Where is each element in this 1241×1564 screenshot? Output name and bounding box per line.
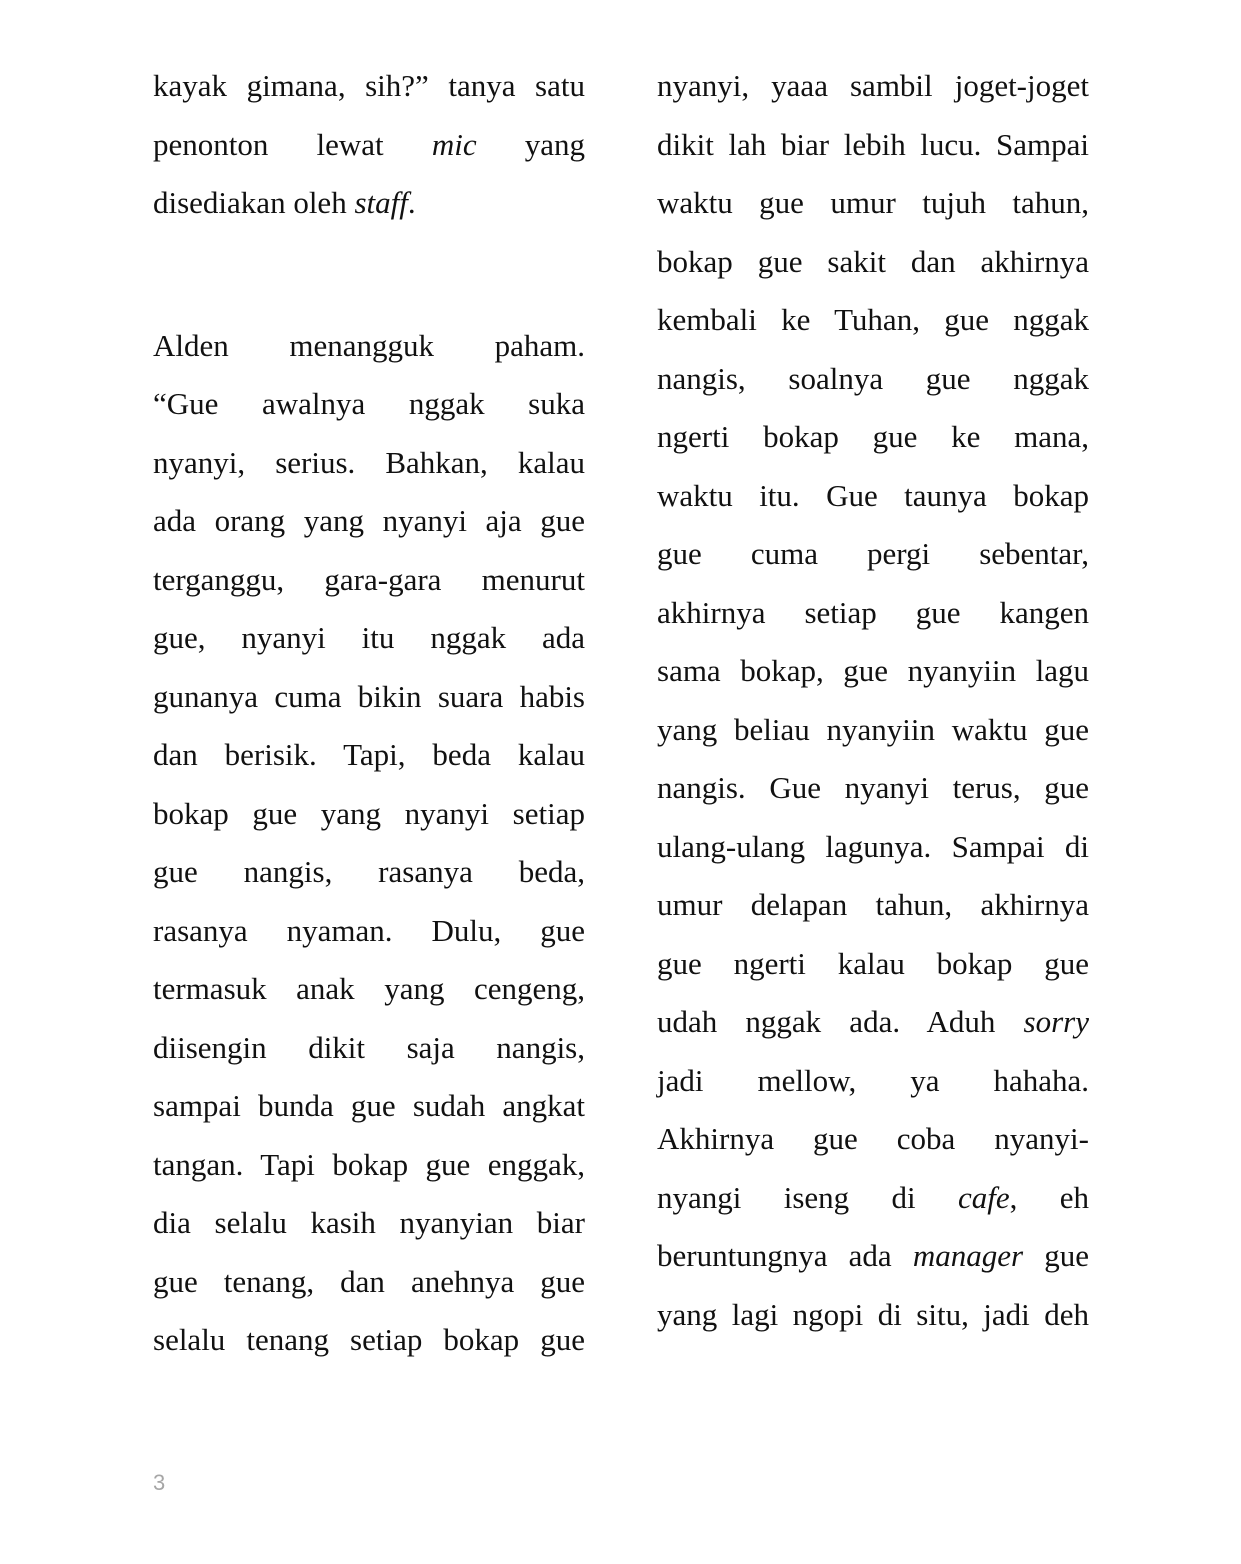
text-line: selalu tenang setiap bokap gue bbox=[153, 1322, 585, 1357]
text-line: gue nangis, rasanya beda, bbox=[153, 854, 585, 889]
text-line: bokap gue sakit dan akhirnya bbox=[657, 243, 1089, 279]
text-line: ngerti bokap gue ke mana, bbox=[657, 419, 1089, 454]
text-segment: yang bbox=[476, 126, 585, 162]
text-segment: penonton lewat bbox=[153, 126, 432, 162]
italic-word: manager bbox=[912, 1238, 1024, 1273]
italic-word: cafe bbox=[958, 1179, 1010, 1215]
left-column bbox=[153, 57, 585, 1370]
text-line bbox=[657, 1169, 1089, 1228]
text-line: gue ngerti kalau bokap gue bbox=[657, 945, 1089, 981]
text-line: “Gue awalnya nggak suka bbox=[153, 386, 585, 421]
text-line: dia selalu kasih nyanyian biar bbox=[153, 1205, 585, 1240]
text-line: gue cuma pergi sebentar, bbox=[657, 536, 1089, 571]
text-line: sampai bunda gue sudah angkat bbox=[153, 1088, 585, 1123]
text-line: waktu gue umur tujuh tahun, bbox=[657, 185, 1089, 220]
text-line: umur delapan tahun, akhirnya bbox=[657, 887, 1089, 922]
text-line: kayak gimana, sih?” tanya satu bbox=[153, 68, 585, 103]
text-line: kembali ke Tuhan, gue nggak bbox=[657, 302, 1089, 337]
text-line: dikit lah biar lebih lucu. Sampai bbox=[657, 126, 1089, 162]
text-line: waktu itu. Gue taunya bokap bbox=[657, 477, 1089, 513]
text-line bbox=[153, 174, 585, 233]
text-line: yang lagi ngopi di situ, jadi deh bbox=[657, 1296, 1089, 1332]
paragraph-gap bbox=[153, 233, 585, 317]
italic-word: staff bbox=[354, 185, 408, 220]
text-line: yang beliau nyanyiin waktu gue bbox=[657, 711, 1089, 747]
text-line: akhirnya setiap gue kangen bbox=[657, 594, 1089, 630]
text-segment: , eh bbox=[1009, 1179, 1090, 1215]
text-line: termasuk anak yang cengeng, bbox=[153, 971, 585, 1006]
right-column bbox=[657, 57, 1089, 1344]
text-segment: . bbox=[407, 185, 416, 220]
text-line: Alden menangguk paham. bbox=[153, 327, 585, 363]
text-segment: disediakan oleh bbox=[153, 185, 355, 220]
text-line: bokap gue yang nyanyi setiap bbox=[153, 795, 585, 831]
text-line: terganggu, gara-gara menurut bbox=[153, 561, 585, 597]
text-line: ulang-ulang lagunya. Sampai di bbox=[657, 828, 1089, 864]
text-segment: nyangi iseng di bbox=[657, 1179, 958, 1215]
text-line bbox=[657, 993, 1089, 1052]
text-line: nangis, soalnya gue nggak bbox=[657, 360, 1089, 396]
text-line: dan berisik. Tapi, beda kalau bbox=[153, 737, 585, 772]
text-line: gunanya cuma bikin suara habis bbox=[153, 678, 585, 714]
text-line: tangan. Tapi bokap gue enggak, bbox=[153, 1146, 585, 1182]
text-segment: beruntungnya ada bbox=[657, 1238, 913, 1273]
paragraph-3 bbox=[657, 57, 1089, 1344]
text-line: rasanya nyaman. Dulu, gue bbox=[153, 912, 585, 948]
text-line: ada orang yang nyanyi aja gue bbox=[153, 503, 585, 538]
text-line: diisengin dikit saja nangis, bbox=[153, 1029, 585, 1065]
text-segment: gue bbox=[1023, 1238, 1089, 1273]
text-line bbox=[657, 1227, 1089, 1286]
text-line: nyanyi, serius. Bahkan, kalau bbox=[153, 444, 585, 480]
text-line: gue, nyanyi itu nggak ada bbox=[153, 620, 585, 655]
text-line: Akhirnya gue coba nyanyi- bbox=[657, 1121, 1089, 1156]
italic-word: mic bbox=[431, 126, 477, 162]
paragraph-2 bbox=[153, 317, 585, 1370]
text-line: nangis. Gue nyanyi terus, gue bbox=[657, 770, 1089, 805]
page-number: 3 bbox=[153, 1470, 166, 1495]
text-line: sama bokap, gue nyanyiin lagu bbox=[657, 653, 1089, 688]
text-line: nyanyi, yaaa sambil joget-joget bbox=[657, 68, 1089, 103]
text-line: gue tenang, dan anehnya gue bbox=[153, 1263, 585, 1299]
italic-word: sorry bbox=[1023, 1004, 1089, 1039]
text-line: jadi mellow, ya hahaha. bbox=[657, 1062, 1089, 1098]
text-segment: udah nggak ada. Aduh bbox=[657, 1004, 1024, 1039]
paragraph-1 bbox=[153, 57, 585, 233]
text-line bbox=[153, 116, 585, 175]
